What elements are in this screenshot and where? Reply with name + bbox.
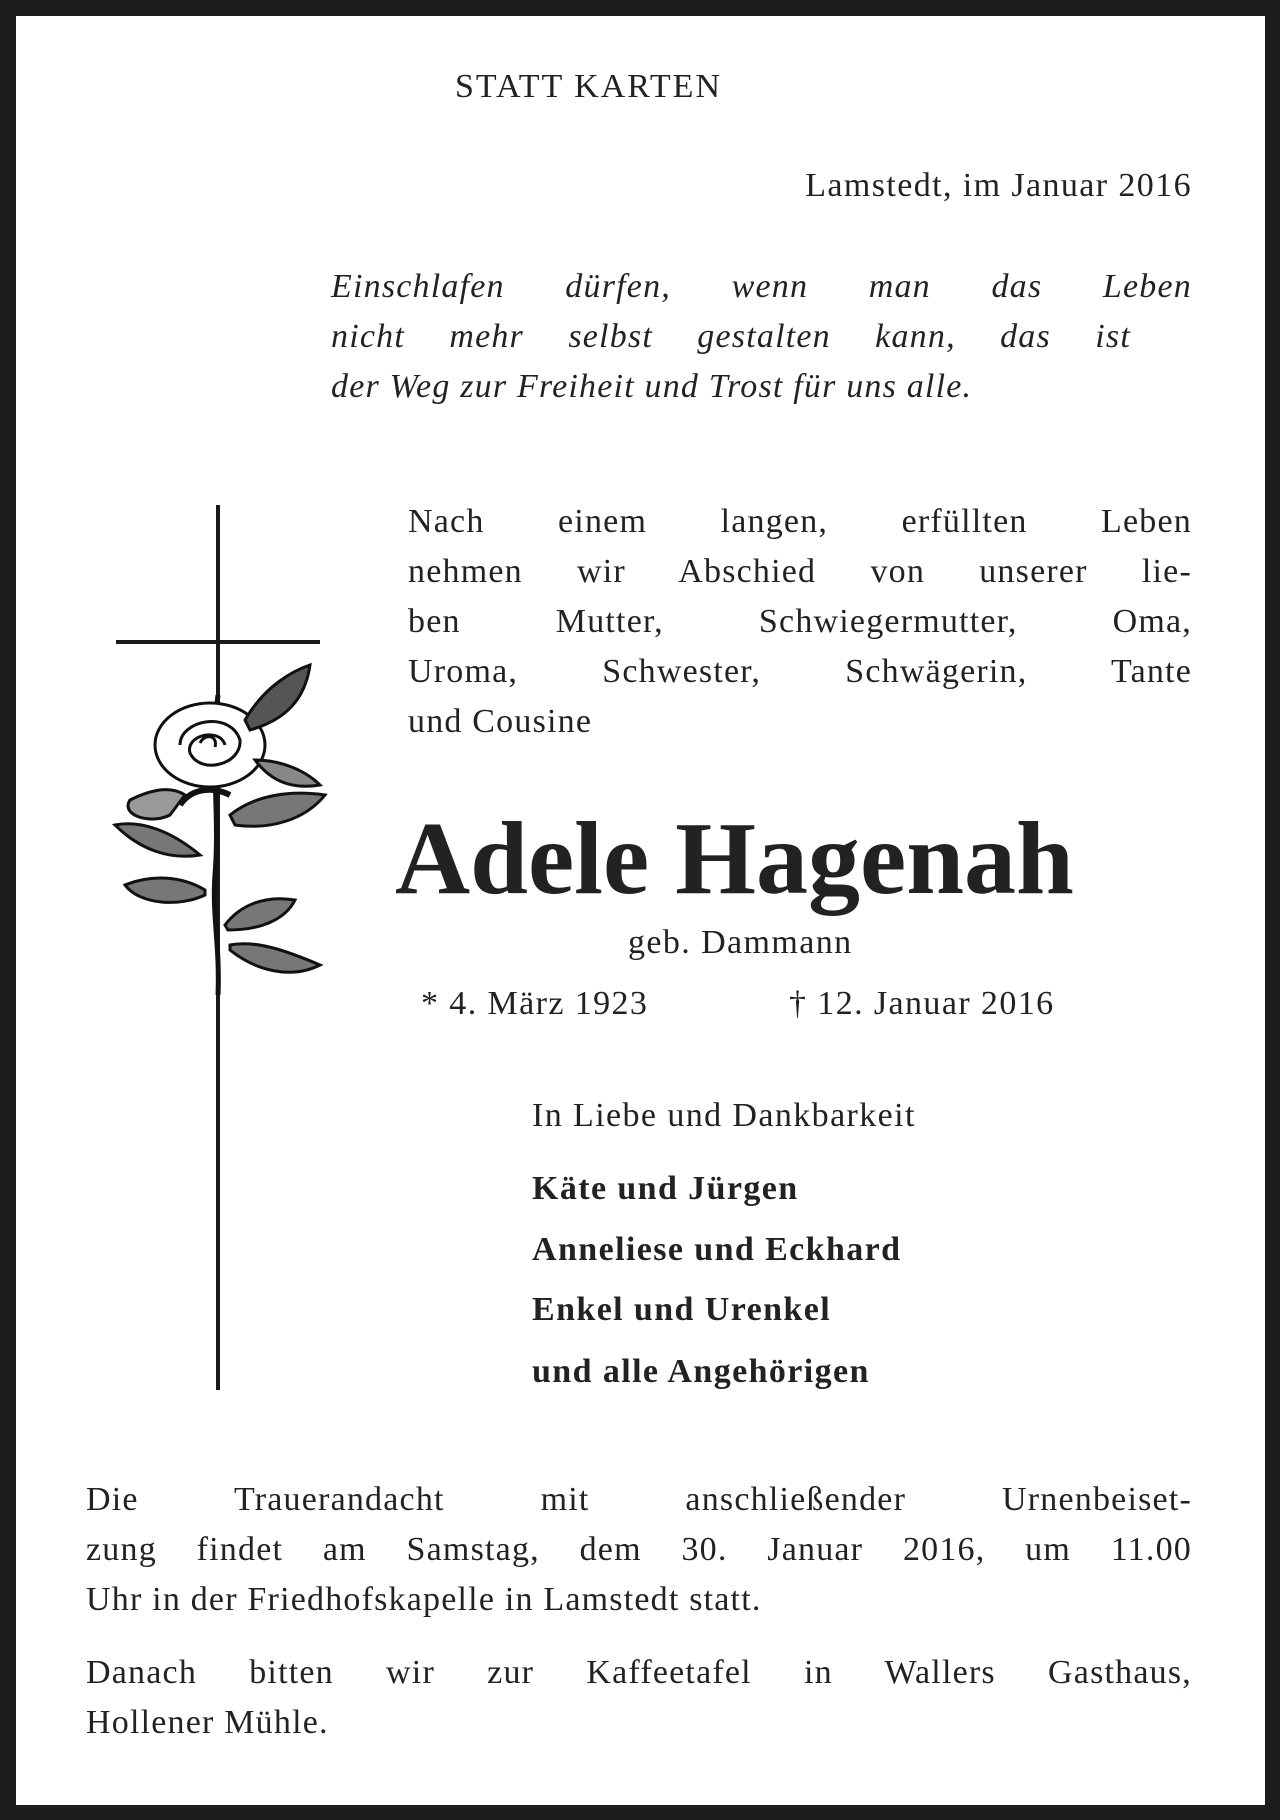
quote (331, 262, 1192, 412)
intro-line: Uroma, Schwester, Schwägerin, Tante (408, 653, 1192, 690)
reception-line: Hollener Mühle. (86, 1704, 329, 1741)
service-line: Uhr in der Friedhofskapelle in Lamstedt statt. (86, 1581, 762, 1618)
service-line: zung findet am Samstag, dem 30. Januar 2016, um 11.00 (86, 1531, 1192, 1568)
statt-karten-label: STATT KARTEN (455, 68, 722, 105)
mourner-name: Anneliese und Eckhard (532, 1231, 902, 1268)
mourner-name: Käte und Jürgen (532, 1170, 799, 1207)
deceased-name: Adele Hagenah (395, 801, 1074, 916)
service-line: Die Trauerandacht mit anschließender Urnenbeiset- (86, 1481, 1192, 1518)
intro-line: nehmen wir Abschied von unserer lie- (408, 553, 1192, 590)
intro-line: Nach einem langen, erfüllten Leben (408, 503, 1192, 540)
death-date: † 12. Januar 2016 (789, 985, 1055, 1022)
birth-name: geb. Dammann (628, 924, 853, 961)
mourners-intro: In Liebe und Dankbarkeit (532, 1097, 916, 1134)
quote-line: der Weg zur Freiheit und Trost für uns alle. (331, 368, 973, 405)
service-info (86, 1475, 1192, 1625)
intro-line: ben Mutter, Schwiegermutter, Oma, (408, 603, 1192, 640)
cross-with-rose-icon (70, 495, 340, 1395)
reception-info (86, 1648, 1192, 1748)
birth-date: * 4. März 1923 (421, 985, 649, 1022)
mourner-name: Enkel und Urenkel (532, 1291, 832, 1328)
quote-line: Einschlafen dürfen, wenn man das Leben (331, 268, 1192, 305)
intro-text (408, 497, 1192, 747)
reception-line: Danach bitten wir zur Kaffeetafel in Wallers Gasthaus, (86, 1654, 1192, 1691)
intro-line: und Cousine (408, 703, 593, 740)
mourner-name: und alle Angehörigen (532, 1353, 870, 1390)
quote-line: nicht mehr selbst gestalten kann, das ist (331, 318, 1131, 355)
place-date: Lamstedt, im Januar 2016 (805, 167, 1192, 204)
